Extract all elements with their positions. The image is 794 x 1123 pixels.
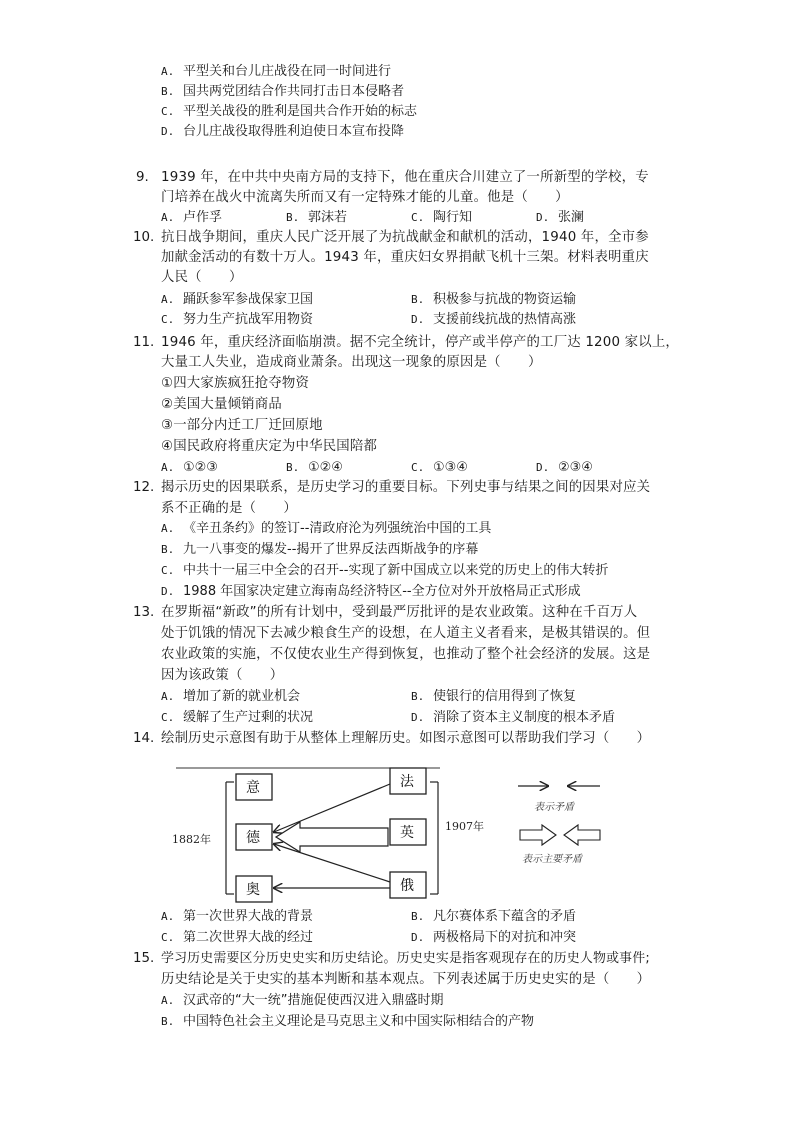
option-text: 卢作孚 (183, 210, 223, 225)
q15-line-1: 学习历史需要区分历史史实和历史结论。历史史实是指客观现存在的历史人物或事件; (161, 951, 650, 966)
option-text: 凡尔赛体系下蕴含的矛盾 (433, 909, 577, 924)
option-text: 两极格局下的对抗和冲突 (433, 930, 577, 945)
option-letter: B. (286, 211, 300, 224)
option-text: 积极参与抗战的物资运输 (433, 292, 577, 307)
option-letter: D. (536, 211, 550, 224)
option-text: 国共两党团结合作共同打击日本侵略者 (183, 84, 405, 99)
option-text: 使银行的信用得到了恢复 (433, 689, 577, 704)
option-text: 中国特色社会主义理论是马克思主义和中国实际相结合的产物 (183, 1014, 535, 1029)
q12-line-1: 揭示历史的因果联系，是历史学习的重要目标。下列史事与结果之间的因果对应关 (161, 480, 651, 495)
option-letter: B. (286, 461, 300, 474)
option-letter: D. (411, 931, 425, 944)
q13-line-1: 在罗斯福“新政”的所有计划中，受到最严厉批评的是农业政策。这种在千百万人 (161, 605, 638, 620)
q8-option-c (161, 102, 417, 122)
option-letter: C. (161, 105, 175, 118)
q9-option-c (411, 208, 472, 228)
label-austria: 奥 (246, 882, 260, 898)
q11-item-4: ④国民政府将重庆定为中华民国陪都 (161, 439, 378, 454)
q10-line-3: 人民（ ） (161, 270, 243, 285)
option-text: 第一次世界大战的背景 (183, 909, 314, 924)
q13-line-4: 因为该政策（ ） (161, 668, 284, 683)
label-britain: 英 (400, 825, 414, 841)
option-text: ①②③ (183, 460, 218, 475)
q11-line-2: 大量工人失业，造成商业萧条。出现这一现象的原因是（ ） (161, 355, 542, 370)
option-text: 1988 年国家决定建立海南岛经济特区--全方位对外开放格局正式形成 (183, 584, 581, 599)
alliance-diagram (170, 764, 640, 904)
year-left-label: 1882年 (172, 833, 211, 846)
arrow-france-germany (274, 784, 390, 832)
option-letter: C. (161, 313, 175, 326)
q11-option-b (286, 458, 343, 478)
option-text: 中共十一届三中全会的召开--实现了新中国成立以来党的历史上的伟大转折 (183, 563, 609, 578)
q11-item-3: ③一部分内迁工厂迁回原地 (161, 418, 323, 433)
option-letter: A. (161, 211, 175, 224)
option-text: ①③④ (433, 460, 468, 475)
q11-item-1: ①四大家族疯狂抢夺物资 (161, 376, 310, 391)
option-letter: C. (161, 711, 175, 724)
option-text: 努力生产抗战军用物资 (183, 312, 314, 327)
option-text: 缓解了生产过剩的状况 (183, 710, 314, 725)
legend-main-arrow-right (564, 825, 600, 845)
option-text: 汉武帝的“大一统”措施促使西汉进入鼎盛时期 (183, 993, 444, 1008)
option-text: 第二次世界大战的经过 (183, 930, 314, 945)
option-text: 消除了资本主义制度的根本矛盾 (433, 710, 616, 725)
year-right-label: 1907年 (445, 820, 484, 833)
q9-number: 9. (136, 170, 149, 185)
option-letter: D. (161, 585, 175, 598)
q8-option-b (161, 82, 404, 102)
option-letter: B. (161, 85, 175, 98)
option-letter: D. (411, 711, 425, 724)
main-arrow-britain-germany (276, 822, 388, 852)
option-letter: C. (161, 931, 175, 944)
option-text: 台儿庄战役取得胜利迫使日本宣布投降 (183, 124, 405, 139)
option-letter: B. (411, 910, 425, 923)
q12-line-2: 系不正确的是（ ） (161, 501, 297, 516)
q9-option-b (286, 208, 347, 228)
q11-item-2: ②美国大量倾销商品 (161, 397, 282, 412)
q8-option-a (161, 62, 391, 82)
q15-option-b (161, 1012, 534, 1032)
q14-option-b (411, 907, 576, 927)
q9-option-a (161, 208, 222, 228)
q8-option-d (161, 122, 404, 142)
q12-option-a (161, 519, 491, 539)
q10-option-c (161, 310, 313, 330)
q13-line-3: 农业政策的实施，不仅使农业生产得到恢复，也推动了整个社会经济的发展。这是 (161, 647, 651, 662)
legend-main-arrow-left (520, 825, 556, 845)
q9-line-1: 1939 年，在中共中央南方局的支持下，他在重庆合川建立了一所新型的学校，专 (161, 170, 649, 185)
option-letter: A. (161, 994, 175, 1007)
q10-number: 10. (133, 230, 155, 245)
option-letter: B. (161, 543, 175, 556)
option-letter: C. (161, 564, 175, 577)
q13-option-c (161, 708, 313, 728)
q10-line-2: 加献金活动的有数十万人。1943 年，重庆妇女界捐献飞机十三架。材料表明重庆 (161, 250, 649, 265)
option-letter: C. (411, 211, 425, 224)
option-letter: D. (536, 461, 550, 474)
label-italy: 意 (246, 780, 260, 796)
q10-option-b (411, 290, 576, 310)
q10-option-a (161, 290, 313, 310)
option-letter: B. (411, 293, 425, 306)
option-letter: B. (411, 690, 425, 703)
q13-line-2: 处于饥饿的情况下去减少粮食生产的设想，在人道主义者看来，是极其错误的。但 (161, 626, 651, 641)
q14-option-d (411, 928, 576, 948)
q14-line-1: 绘制历史示意图有助于从整体上理解历史。如图示意图可以帮助我们学习（ ） (161, 731, 651, 746)
option-text: ②③④ (558, 460, 593, 475)
option-letter: A. (161, 522, 175, 535)
option-text: 《辛丑条约》的签订--清政府沦为列强统治中国的工具 (183, 521, 492, 536)
q14-option-a (161, 907, 313, 927)
legend-main-label: 表示主要矛盾 (522, 854, 582, 865)
option-letter: A. (161, 690, 175, 703)
q13-option-b (411, 687, 576, 707)
q10-option-d (411, 310, 576, 330)
option-text: 张澜 (558, 210, 585, 225)
q11-line-1: 1946 年，重庆经济面临崩溃。据不完全统计，停产或半停产的工厂达 1200 家以上， (161, 335, 680, 350)
q13-option-a (161, 687, 300, 707)
q12-number: 12. (133, 480, 155, 495)
q11-option-d (536, 458, 593, 478)
q12-option-c (161, 561, 608, 581)
q15-line-2: 历史结论是关于史实的基本判断和基本观点。下列表述属于历史史实的是（ ） (161, 972, 651, 987)
option-letter: D. (411, 313, 425, 326)
q9-option-d (536, 208, 584, 228)
q9-line-2: 门培养在战火中流离失所而又有一定特殊才能的儿童。他是（ ） (161, 190, 569, 205)
q14-number: 14. (133, 731, 155, 746)
option-letter: D. (161, 125, 175, 138)
option-text: 支援前线抗战的热情高涨 (433, 312, 577, 327)
label-germany: 德 (246, 830, 260, 846)
option-letter: A. (161, 293, 175, 306)
q15-option-a (161, 991, 443, 1011)
option-text: ①②④ (308, 460, 343, 475)
option-letter: A. (161, 65, 175, 78)
option-text: 郭沫若 (308, 210, 348, 225)
option-letter: C. (411, 461, 425, 474)
option-letter: B. (161, 1015, 175, 1028)
label-france: 法 (400, 774, 414, 790)
option-letter: A. (161, 910, 175, 923)
q12-option-d (161, 582, 581, 602)
q11-option-c (411, 458, 468, 478)
q11-number: 11. (133, 335, 155, 350)
q13-option-d (411, 708, 615, 728)
legend-conflict-label: 表示矛盾 (534, 802, 574, 813)
option-text: 平型关和台儿庄战役在同一时间进行 (183, 64, 392, 79)
q13-number: 13. (133, 605, 155, 620)
arrow-russia-germany (274, 844, 390, 882)
option-text: 平型关战役的胜利是国共合作开始的标志 (183, 104, 418, 119)
option-text: 九一八事变的爆发--揭开了世界反法西斯战争的序幕 (183, 542, 479, 557)
option-text: 增加了新的就业机会 (183, 689, 301, 704)
option-text: 陶行知 (433, 210, 473, 225)
label-russia: 俄 (400, 878, 414, 894)
q12-option-b (161, 540, 478, 560)
q14-option-c (161, 928, 313, 948)
q11-option-a (161, 458, 218, 478)
q10-line-1: 抗日战争期间，重庆人民广泛开展了为抗战献金和献机的活动，1940 年，全市参 (161, 230, 649, 245)
option-text: 踊跃参军参战保家卫国 (183, 292, 314, 307)
option-letter: A. (161, 461, 175, 474)
q15-number: 15. (133, 951, 155, 966)
